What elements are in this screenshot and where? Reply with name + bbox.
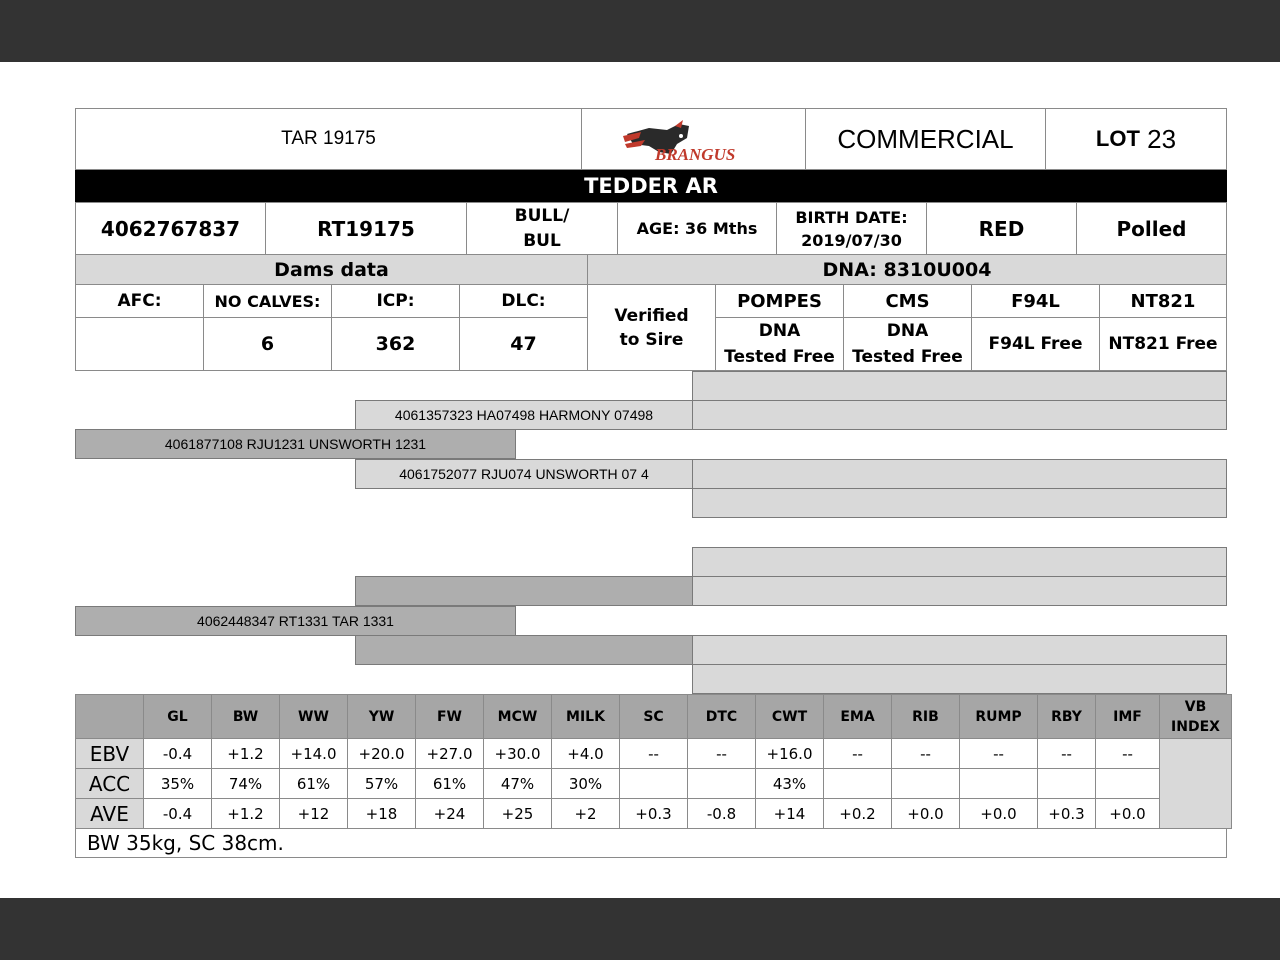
- dna-test-name-cms: CMS: [843, 284, 972, 318]
- bull-logo-icon: [619, 114, 769, 164]
- ebv-corner-cell: [76, 695, 144, 739]
- ebv-col-header: EMA: [824, 695, 892, 739]
- ebv-cell: --: [620, 739, 688, 769]
- dna-test-result-f94l: F94L Free: [971, 317, 1100, 371]
- row-label: ACC: [76, 769, 144, 799]
- pedigree-dam-dam-sire: [692, 635, 1227, 665]
- ebv-cell: --: [892, 739, 960, 769]
- ave-cell: +0.0: [892, 799, 960, 829]
- pedigree-sire-sire-sire: [692, 371, 1227, 401]
- notes: BW 35kg, SC 38cm.: [75, 828, 1227, 858]
- dna-test-name-f94l: F94L: [971, 284, 1100, 318]
- lot-label: LOT: [1095, 126, 1140, 151]
- pedigree-sire-dam: 4061752077 RJU074 UNSWORTH 07 4: [355, 459, 693, 489]
- lot-value: 23: [1147, 123, 1177, 154]
- acc-cell: 43%: [756, 769, 824, 799]
- birth-date-value: 2019/07/30: [801, 230, 902, 250]
- pedigree-sire: 4061877108 RJU1231 UNSWORTH 1231: [75, 429, 516, 459]
- dna-result-line2: Tested Free: [724, 347, 835, 367]
- ebv-cell: --: [824, 739, 892, 769]
- pedigree-dam-sire: [355, 576, 693, 606]
- acc-cell: 61%: [280, 769, 348, 799]
- pedigree-sire-sire-dam: [692, 400, 1227, 430]
- ebv-col-header: GL: [144, 695, 212, 739]
- acc-cell: 35%: [144, 769, 212, 799]
- ave-cell: +0.2: [824, 799, 892, 829]
- row-label: EBV: [76, 739, 144, 769]
- dna-test-name-pompes: POMPES: [715, 284, 844, 318]
- acc-cell: [620, 769, 688, 799]
- pedigree-sire-dam-sire: [692, 459, 1227, 489]
- acc-cell: 47%: [484, 769, 552, 799]
- dna-test-result-pompes: [715, 317, 844, 371]
- ebv-table: [75, 694, 1232, 829]
- ave-cell: +0.0: [1096, 799, 1160, 829]
- birth-date: [776, 202, 927, 255]
- sex: [466, 202, 618, 255]
- category-text: COMMERCIAL: [837, 123, 1014, 154]
- dams-value-afc: [75, 317, 204, 371]
- acc-cell: [824, 769, 892, 799]
- ave-cell: +18: [348, 799, 416, 829]
- ebv-cell: +20.0: [348, 739, 416, 769]
- bottom-letterbox-bar: [0, 898, 1280, 960]
- ebv-col-header: FW: [416, 695, 484, 739]
- acc-cell: 57%: [348, 769, 416, 799]
- ebv-col-header: BW: [212, 695, 280, 739]
- vb-index-value: [1160, 739, 1232, 829]
- category: [805, 108, 1046, 170]
- acc-cell: [892, 769, 960, 799]
- acc-cell: [960, 769, 1038, 799]
- ebv-col-header: RUMP: [960, 695, 1038, 739]
- vb-index-header: [1160, 695, 1232, 739]
- dna-result-line2: Tested Free: [852, 347, 963, 367]
- ident: RT19175: [265, 202, 467, 255]
- dna-test-result-nt821: NT821 Free: [1099, 317, 1227, 371]
- ebv-col-header: WW: [280, 695, 348, 739]
- acc-row: [76, 769, 1232, 799]
- ebv-header-row: [76, 695, 1232, 739]
- id-number: 4062767837: [75, 202, 266, 255]
- ebv-cell: --: [1038, 739, 1096, 769]
- brangus-logo: [581, 108, 806, 170]
- ave-cell: +2: [552, 799, 620, 829]
- horn-status: Polled: [1076, 202, 1227, 255]
- pedigree-dam-sire-dam: [692, 576, 1227, 606]
- ebv-cell: --: [1096, 739, 1160, 769]
- tag-number-text: TAR 19175: [281, 128, 376, 149]
- ebv-cell: +30.0: [484, 739, 552, 769]
- ave-cell: +0.3: [620, 799, 688, 829]
- ebv-cell: +14.0: [280, 739, 348, 769]
- dams-header-afc: AFC:: [75, 284, 204, 318]
- pedigree-dam-dam-dam: [692, 664, 1227, 694]
- dna-test-name-nt821: NT821: [1099, 284, 1227, 318]
- row-label: AVE: [76, 799, 144, 829]
- dams-value-no-calves: 6: [203, 317, 332, 371]
- ebv-col-header: MILK: [552, 695, 620, 739]
- ave-cell: +12: [280, 799, 348, 829]
- dams-header-dlc: DLC:: [459, 284, 588, 318]
- top-letterbox-bar: [0, 0, 1280, 62]
- sex-line2: BUL: [523, 230, 561, 251]
- verified-to-sire: Verified to Sire: [587, 284, 716, 371]
- ave-cell: -0.4: [144, 799, 212, 829]
- ebv-col-header: CWT: [756, 695, 824, 739]
- ebv-col-header: RIB: [892, 695, 960, 739]
- lot-number: [1045, 108, 1227, 170]
- acc-cell: [1096, 769, 1160, 799]
- ave-cell: +0.3: [1038, 799, 1096, 829]
- ebv-cell: --: [688, 739, 756, 769]
- birth-date-label: BIRTH DATE:: [795, 207, 908, 227]
- pedigree-dam: 4062448347 RT1331 TAR 1331: [75, 606, 516, 636]
- ebv-cell: +1.2: [212, 739, 280, 769]
- ebv-col-header: MCW: [484, 695, 552, 739]
- ebv-cell: --: [960, 739, 1038, 769]
- sex-line1: BULL/: [514, 205, 570, 226]
- dna-title: DNA: 8310U004: [587, 254, 1227, 285]
- acc-cell: 30%: [552, 769, 620, 799]
- dna-result-line1: DNA: [758, 321, 801, 341]
- ebv-col-header: YW: [348, 695, 416, 739]
- ebv-cell: +27.0: [416, 739, 484, 769]
- colour: RED: [926, 202, 1077, 255]
- ebv-col-header: DTC: [688, 695, 756, 739]
- logo-wordmark: BRANGUS: [654, 145, 735, 164]
- ebv-row: [76, 739, 1232, 769]
- pedigree-dam-sire-sire: [692, 547, 1227, 577]
- acc-cell: [1038, 769, 1096, 799]
- vb-index-line2: INDEX: [1171, 718, 1220, 735]
- ave-cell: +0.0: [960, 799, 1038, 829]
- dams-data-title: Dams data: [75, 254, 588, 285]
- ebv-cell: +16.0: [756, 739, 824, 769]
- ebv-cell: +4.0: [552, 739, 620, 769]
- acc-cell: 61%: [416, 769, 484, 799]
- ave-cell: +14: [756, 799, 824, 829]
- pedigree-dam-dam: [355, 635, 693, 665]
- pedigree-sire-dam-dam: [692, 488, 1227, 518]
- pedigree-sire-sire: 4061357323 HA07498 HARMONY 07498: [355, 400, 693, 430]
- ebv-cell: -0.4: [144, 739, 212, 769]
- dams-value-dlc: 47: [459, 317, 588, 371]
- ave-cell: +1.2: [212, 799, 280, 829]
- age: AGE: 36 Mths: [617, 202, 777, 255]
- ebv-col-header: IMF: [1096, 695, 1160, 739]
- ave-cell: -0.8: [688, 799, 756, 829]
- dams-header-no-calves: NO CALVES:: [203, 284, 332, 318]
- dna-result-line1: DNA: [886, 321, 929, 341]
- dna-test-result-cms: [843, 317, 972, 371]
- ave-cell: +25: [484, 799, 552, 829]
- ave-row: [76, 799, 1232, 829]
- animal-name: TEDDER AR: [75, 170, 1227, 202]
- ebv-col-header: SC: [620, 695, 688, 739]
- tag-number: [75, 108, 582, 170]
- ebv-col-header: RBY: [1038, 695, 1096, 739]
- acc-cell: 74%: [212, 769, 280, 799]
- acc-cell: [688, 769, 756, 799]
- dams-header-icp: ICP:: [331, 284, 460, 318]
- dams-value-icp: 362: [331, 317, 460, 371]
- ave-cell: +24: [416, 799, 484, 829]
- vb-index-line1: VB: [1184, 698, 1207, 715]
